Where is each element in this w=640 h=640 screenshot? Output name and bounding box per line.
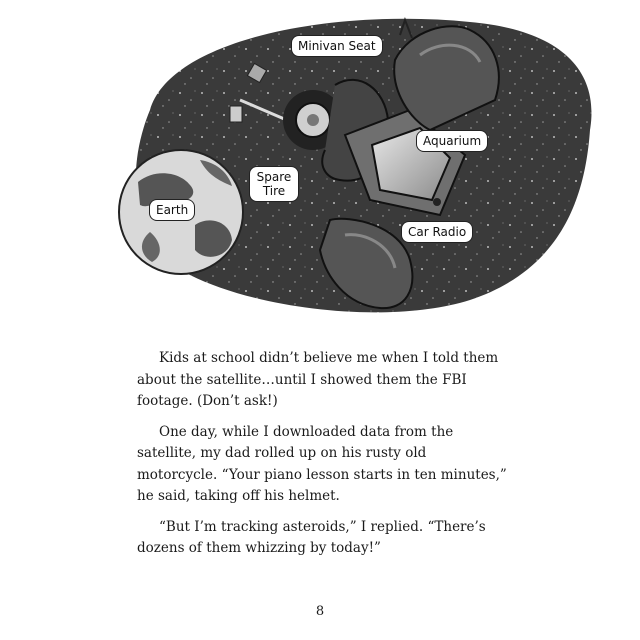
car-radio-label: Car Radio [408,225,467,239]
callout-aquarium [417,131,487,151]
aquarium-label: Aquarium [423,134,482,148]
paragraph-2: One day, while I downloaded data from the satellite, my dad rolled up on his rusty old motorcycle. “Your piano lesson starts in ten minutes,” he said, taking off his helmet. [137,423,507,504]
callout-minivan-seat [292,36,382,56]
callout-spare-tire [250,167,298,201]
story-text [137,348,507,569]
earth-label: Earth [156,203,189,217]
minivan-seat-label: Minivan Seat [298,39,376,53]
callout-earth [150,200,194,220]
callout-car-radio [402,222,472,242]
spare-tire-label: Spare Tire [256,170,292,198]
paragraph-3: “But I’m tracking asteroids,” I replied. “There’s dozens of them whizzing by today!” [137,518,486,556]
page-number: 8 [315,604,325,619]
paragraph-1: Kids at school didn’t believe me when I told them about the satellite…until I showed them the FBI footage. (Don’t ask!) [137,350,499,409]
